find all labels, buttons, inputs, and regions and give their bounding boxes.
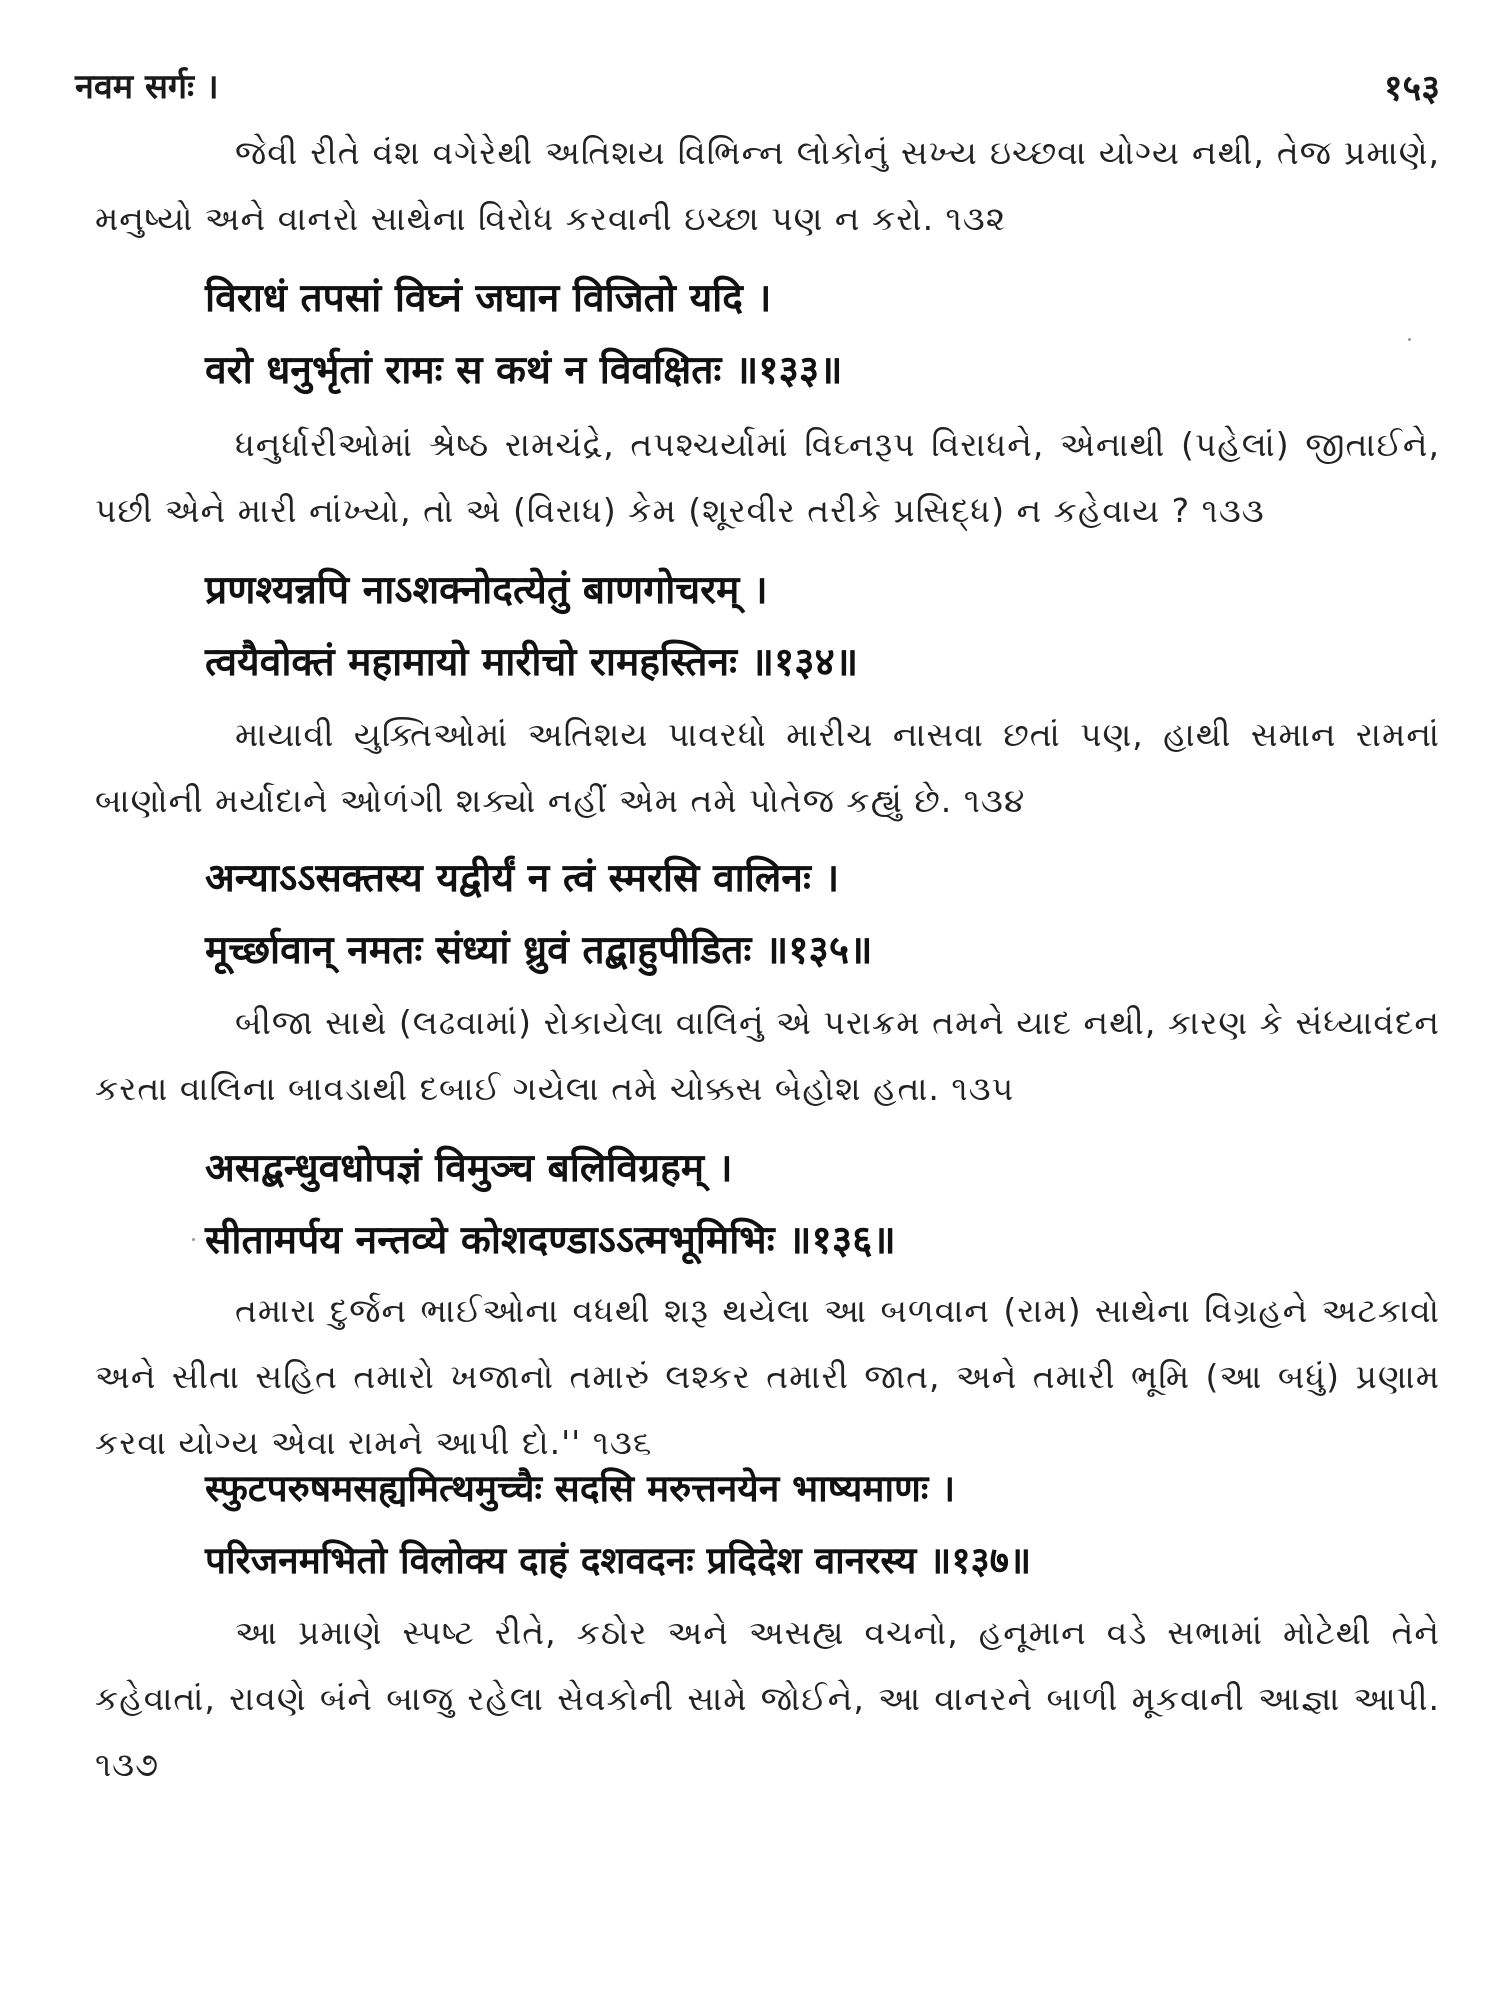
verse-line: प्रणश्यन्नपि नाऽशक्नोदत्येतुं बाणगोचरम् । — [205, 568, 768, 613]
chapter-title: नवम सर्गः । — [75, 67, 219, 107]
verse-line: अन्याऽऽसक्तस्य यद्वीर्यं न त्वं स्मरसि वालिनः । — [205, 856, 840, 901]
verse-136 — [205, 1133, 1460, 1277]
verse-line: परिजनमभितो विलोक्य दाहं दशवदनः प्रदिदेश वानरस्य ॥१३७॥ — [205, 1539, 1032, 1582]
translation-136: તમારા દુર્જન ભાઈઓના વધથી શરૂ થયેલા આ બળવાન (રામ) સાથેના વિગ્રહને અટકાવો અને સીતા સહિત તમારો ખજાનો તમારું લશ્કર તમારી જાત, અને તમારી ભૂમિ (આ બધું) પ્રણામ કરવા યોગ્ય એવા રામને આપી દો.'' ૧૩૬ — [95, 1291, 1440, 1462]
verse-133 — [205, 263, 1460, 407]
translation-134: માયાવી યુક્તિઓમાં અતિશય પાવરધો મારીચ નાસવા છતાં પણ, હાથી સમાન રામનાં બાણોની મર્યાદાને ઓળંગી શક્યો નહીં એમ તમે પોતેજ કહ્યું છે. ૧૩૪ — [95, 715, 1440, 820]
verse-line: सीतामर्पय नन्तव्ये कोशदण्डाऽऽत्मभूमिभिः ॥१३६॥ — [205, 1218, 896, 1263]
verse-line: असद्बन्धुवधोपज्ञं विमुञ्च बलिविग्रहम् । — [205, 1146, 733, 1191]
page-number: १५३ — [1383, 68, 1440, 109]
verse-line: स्फुटपरुषमसह्यमित्थमुच्चैः सदसि मरुत्तनयेन भाष्यमाणः । — [205, 1467, 956, 1510]
translation-137: આ પ્રમાણે સ્પષ્ટ રીતે, કઠોર અને અસહ્ય વચનો, હનૂમાન વડે સભામાં મોટેથી તેને કહેવાતાં, રાવણે બંને બાજુ રહેલા સેવકોની સામે જોઈને, આ વાનરને બાળી મૂકવાની આજ્ઞા આપી. ૧૩૭ — [95, 1613, 1440, 1784]
translation-132: જેવી રીતે વંશ વગેરેથી અતિશય વિભિન્ન લોકોનું સખ્ય ઇચ્છવા યોગ્ય નથી, તેજ પ્રમાણે, મનુષ્યો અને વાનરો સાથેના વિરોધ કરવાની ઇચ્છા પણ ન કરો. ૧૩૨ — [95, 133, 1440, 238]
verse-135 — [205, 843, 1460, 987]
verse-line: मूर्च्छावान् नमतः संध्यां ध्रुवं तद्बाहुपीडितः ॥१३५॥ — [205, 928, 873, 973]
print-speck — [1408, 338, 1411, 341]
translation-135: બીજા સાથે (લઢવામાં) રોકાયેલા વાલિનું એ પરાક્રમ તમને યાદ નથી, કારણ કે સંધ્યાવંદન કરતા વાલિના બાવડાથી દબાઈ ગયેલા તમે ચોક્કસ બેહોશ હતા. ૧૩૫ — [95, 1003, 1440, 1108]
translation-133: ધનુર્ધારીઓમાં શ્રેષ્ઠ રામચંદ્રે, તપશ્ચર્યામાં વિઘ્નરૂપ વિરાધને, એનાથી (પહેલાં) જીતાઈને, પછી એને મારી નાંખ્યો, તો એ (વિરાધ) કેમ (શૂરવીર તરીકે પ્રસિદ્ધ) ન કહેવાય ? ૧૩૩ — [95, 425, 1440, 530]
print-speck — [192, 1238, 195, 1241]
verse-line: त्वयैवोक्तं महामायो मारीचो रामहस्तिनः ॥१३४॥ — [205, 640, 859, 685]
verse-line: वरो धनुर्भृतां रामः स कथं न विवक्षितः ॥१३३॥ — [205, 348, 843, 393]
page-header — [75, 62, 1440, 112]
verse-134 — [205, 555, 1460, 699]
verse-137 — [205, 1453, 1460, 1597]
verse-line: विराधं तपसां विघ्नं जघान विजितो यदि । — [205, 276, 772, 321]
